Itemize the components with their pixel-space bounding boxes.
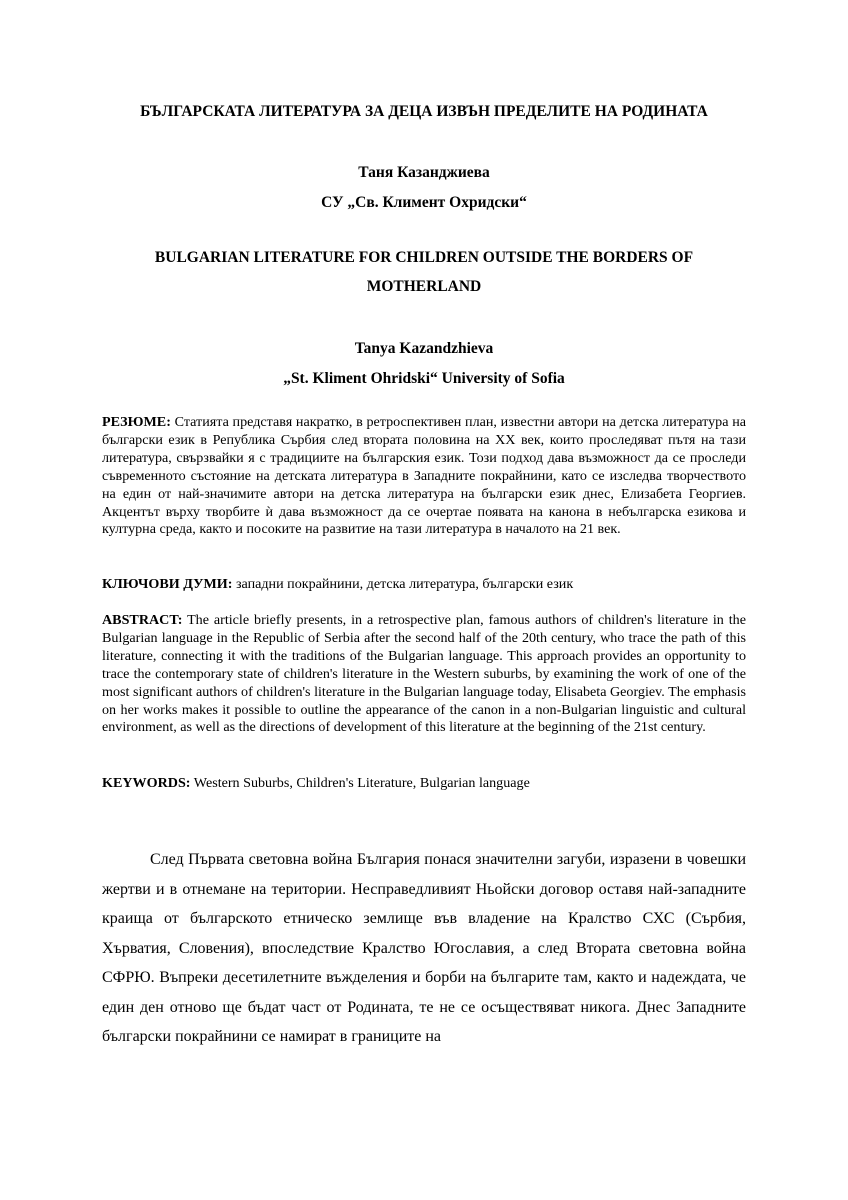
keywords-english (102, 775, 746, 793)
summary-text: Статията представя накратко, в ретроспективен план, известни автори на детска литература на български език в Република Сърбия след втората половина на XX век, които проследяват пътя на тази литература, свързвайки я с традициите на българския език. Този подход дава възможност да се проследи съвременното състояние на детската литература в Западните покрайнини, като се изследва творчеството на един от най-значимите автори на детска литература на български език днес, Елизабета Георгиев. Акцентът върху творбите ѝ дава възможност да се очертае появата на канона в небългарска езикова и културна среда, както и посоките на развитие на тази литература в началото на 21 век. (102, 414, 746, 538)
keywords-bg-text: западни покрайнини, детска литература, български език (235, 576, 574, 592)
keywords-en-text: Western Suburbs, Children's Literature, Bulgarian language (193, 775, 530, 791)
keywords-bulgarian (102, 576, 746, 594)
summary-bulgarian (102, 414, 746, 539)
author-bulgarian: Таня Казанджиева (358, 164, 490, 181)
affiliation-english: „St. Kliment Ohridski“ University of Sofia (283, 370, 565, 387)
affiliation-bulgarian: СУ „Св. Климент Охридски“ (321, 194, 527, 211)
keywords-en-label: KEYWORDS: (102, 775, 191, 791)
author-english: Tanya Kazandzhieva (354, 340, 494, 357)
summary-label: РЕЗЮМЕ: (102, 414, 171, 430)
keywords-bg-label: КЛЮЧОВИ ДУМИ: (102, 576, 233, 592)
title-bulgarian: БЪЛГАРСКАТА ЛИТЕРАТУРА ЗА ДЕЦА ИЗВЪН ПРЕДЕЛИТЕ НА РОДИНАТА (140, 103, 708, 120)
title-english: BULGARIAN LITERATURE FOR CHILDREN OUTSIDE THE BORDERS OF MOTHERLAND (154, 249, 694, 295)
abstract-text: The article briefly presents, in a retrospective plan, famous authors of children's literature in the Bulgarian language in the Republic of Serbia after the second half of the 20th century, who trace the path of this literature, connecting it with the traditions of the Bulgarian language. This approach provides an opportunity to trace the contemporary state of children's literature in the Western suburbs, by examining the work of one of the most significant authors of children's literature in the Bulgarian language today, Elisabeta Georgiev. The emphasis on her works makes it possible to outline the appearance of the canon in a non-Bulgarian linguistic and cultural environment, as well as the directions of development of this literature at the beginning of the 21st century. (102, 612, 746, 736)
abstract-label: ABSTRACT: (102, 612, 183, 628)
abstract-english (102, 612, 746, 737)
body-paragraph: След Първата световна война България понася значителни загуби, изразени в човешки жертви и в отнемане на територии. Несправедливият Ньойски договор оставя най-западните краища от българското етническо землище във владение на Кралство СХС (Сърбия, Хърватия, Словения), впоследствие Кралство Югославия, а след Втората световна война СФРЮ. Въпреки десетилетните въжделения и борби на българите там, както и надеждата, че един ден отново ще бъдат част от Родината, те не се осъществяват никога. Днес Западните български покрайнини се намират в границите на (102, 851, 746, 1045)
